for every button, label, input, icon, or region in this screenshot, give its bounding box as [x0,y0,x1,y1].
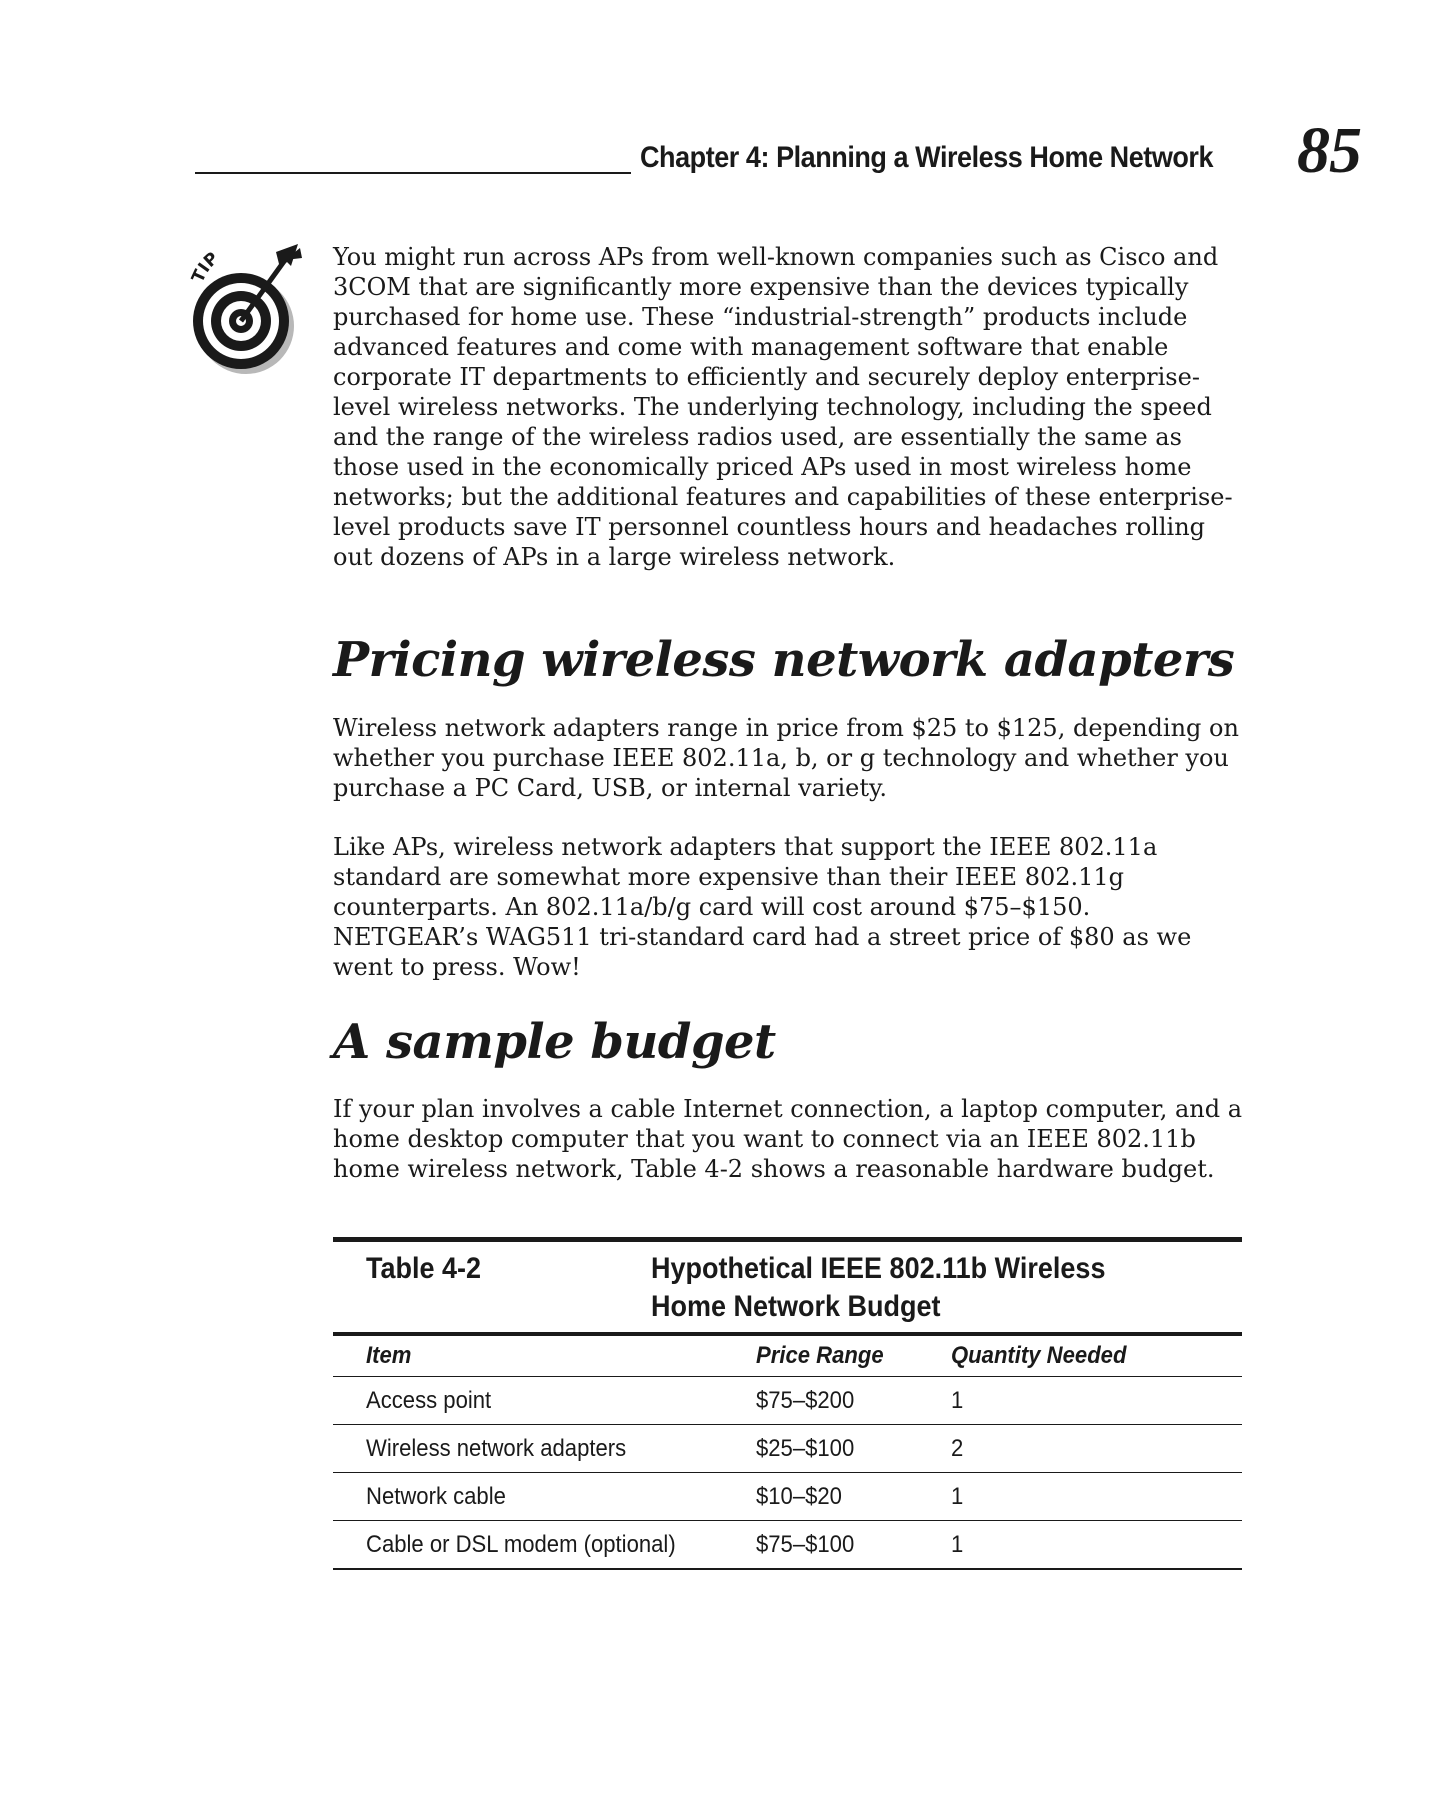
tip-icon-label: TIP [188,248,223,286]
cell-price: $25–$100 [756,1434,855,1462]
cell-price: $10–$20 [756,1482,842,1510]
cell-quantity: 1 [951,1482,964,1510]
cell-item: Cable or DSL modem (optional) [366,1530,676,1558]
cell-quantity: 2 [951,1434,964,1462]
running-head: Chapter 4: Planning a Wireless Home Network [640,141,1214,174]
cell-price: $75–$100 [756,1530,855,1558]
budget-paragraph: If your plan involves a cable Internet connection, a laptop computer, and a home desktop computer that you want to connect via an IEEE 802.11b home wireless network, Table 4-2 shows a reasonable hardware budget. [333,1095,1243,1183]
cell-item: Network cable [366,1482,506,1510]
cell-quantity: 1 [951,1530,964,1558]
tip-target-icon [188,238,308,378]
table-title-line-1: Hypothetical IEEE 802.11b Wireless [651,1252,1106,1285]
cell-price: $75–$200 [756,1386,855,1414]
table-title-line-2: Home Network Budget [651,1290,941,1323]
table-title [651,1250,1119,1326]
pricing-paragraph-1: Wireless network adapters range in price from $25 to $125, depending on whether you purchase IEEE 802.11a, b, or g technology and whether you purchase a PC Card, USB, or internal variety. [333,714,1239,802]
table-row [333,1377,1242,1425]
table-number: Table 4-2 [366,1252,482,1285]
cell-item: Access point [366,1386,492,1414]
table-caption [333,1242,1242,1332]
tip-paragraph: You might run across APs from well-known companies such as Cisco and 3COM that are significantly more expensive than the devices typically purchased for home use. These “industrial-strength” products include advanced features and come with management software that enable corporate IT departments to efficiently and securely deploy enterprise-level wireless networks. The underlying technology, including the speed and the range of the wireless radios used, are essentially the same as those used in the economically priced APs used in most wireless home networks; but the additional features and capabilities of these enterprise-level products save IT personnel countless hours and headaches rolling out dozens of APs in a large wireless network. [333,243,1233,571]
column-header-quantity: Quantity Needed [951,1342,1127,1369]
column-header-item: Item [366,1342,412,1369]
pricing-paragraph-2: Like APs, wireless network adapters that support the IEEE 802.11a standard are somewhat more expensive than their IEEE 802.11g counterparts. An 802.11a/b/g card will cost around $75–$150. NETGEAR’s WAG511 tri-standard card had a street price of $80 as we went to press. Wow! [333,833,1192,981]
budget-table [333,1237,1242,1570]
cell-quantity: 1 [951,1386,964,1414]
table-header-row [333,1336,1242,1377]
table-row [333,1521,1242,1570]
cell-item: Wireless network adapters [366,1434,627,1462]
column-header-price-range: Price Range [756,1342,884,1369]
table-row [333,1473,1242,1521]
header-rule [195,172,631,174]
pricing-heading: Pricing wireless network adapters [333,632,1235,688]
budget-heading: A sample budget [333,1014,776,1070]
table-row [333,1425,1242,1473]
page-number: 85 [1297,114,1361,187]
